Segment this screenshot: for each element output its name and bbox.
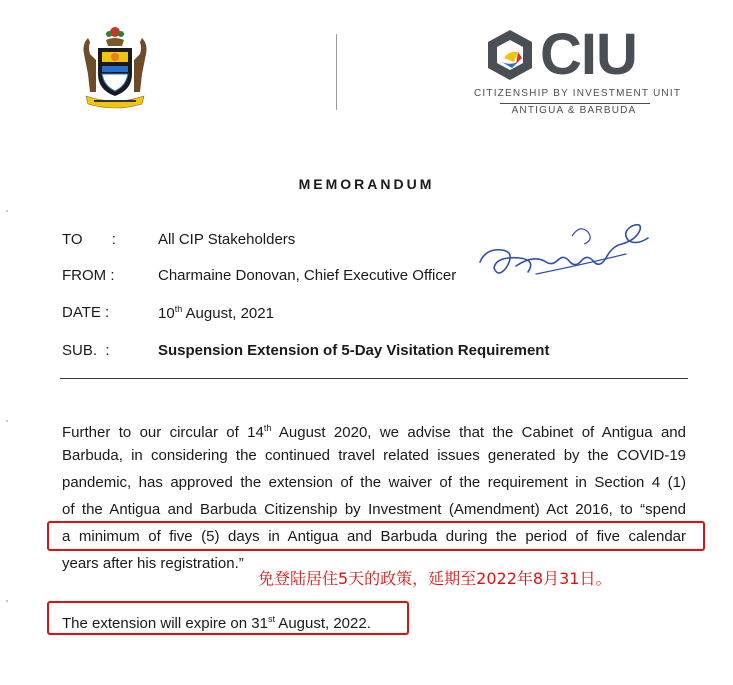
body-line-2: Barbuda, in considering the continued travel related issues generated by the COVID-19 [62, 447, 686, 464]
from-value: Charmaine Donovan, Chief Executive Officer [158, 267, 457, 284]
annotation-text: 免登陆居住5天的政策，延期至2022年8月31日。 [258, 569, 612, 588]
header-rule [60, 378, 688, 379]
from-label: FROM : [62, 267, 115, 284]
ciu-name-line2: ANTIGUA & BARBUDA [511, 105, 637, 116]
coat-of-arms-icon [76, 24, 154, 112]
body-line-1 [62, 419, 686, 442]
expiry-b: August, 2022. [274, 615, 371, 632]
sub-value: Suspension Extension of 5-Day Visitation Requirement [158, 342, 550, 359]
ciu-brand-letters: CIU [540, 22, 637, 87]
to-value: All CIP Stakeholders [158, 231, 296, 248]
body-line-3: pandemic, has approved the extension of the waiver of the requirement in Section 4 (1) [62, 474, 686, 491]
memo-title: MEMORANDUM [298, 176, 435, 192]
body-line-6: years after his registration.” [62, 555, 244, 572]
highlight-box-expiry [47, 601, 409, 635]
ciu-name-line1: CITIZENSHIP BY INVESTMENT UNIT [474, 88, 682, 99]
body-line-1-sup: th [263, 423, 272, 433]
date-rest: August, 2021 [182, 305, 274, 322]
date-day: 10 [158, 305, 175, 322]
expiry-a: The extension will expire on 31 [62, 615, 268, 632]
body-line-1a: Further to our circular of 14 [62, 424, 264, 441]
margin-dot [6, 600, 8, 602]
ciu-logo [474, 22, 682, 118]
date-label: DATE : [62, 304, 110, 321]
body-line-1b: August 2020, we advise that the Cabinet of Antigua and [271, 424, 686, 441]
expiry-sup: st [267, 614, 275, 624]
body-line-5: a minimum of five (5) days in Antigua and Barbuda during the period of five calendar [62, 528, 686, 545]
margin-dot [6, 420, 8, 422]
header-divider [336, 34, 337, 110]
ciu-rule [500, 103, 650, 104]
date-day-suffix: th [174, 304, 183, 314]
ciu-hexagon-logo-icon [484, 28, 536, 82]
sub-label: SUB. : [62, 342, 110, 359]
signature-icon [476, 218, 654, 284]
date-value [158, 304, 274, 322]
margin-dot [6, 210, 8, 212]
body-line-4: of the Antigua and Barbuda Citizenship by Investment (Amendment) Act 2016, to “spend [62, 501, 686, 518]
to-label: TO : [62, 231, 116, 248]
highlight-box-minimum [47, 521, 705, 551]
